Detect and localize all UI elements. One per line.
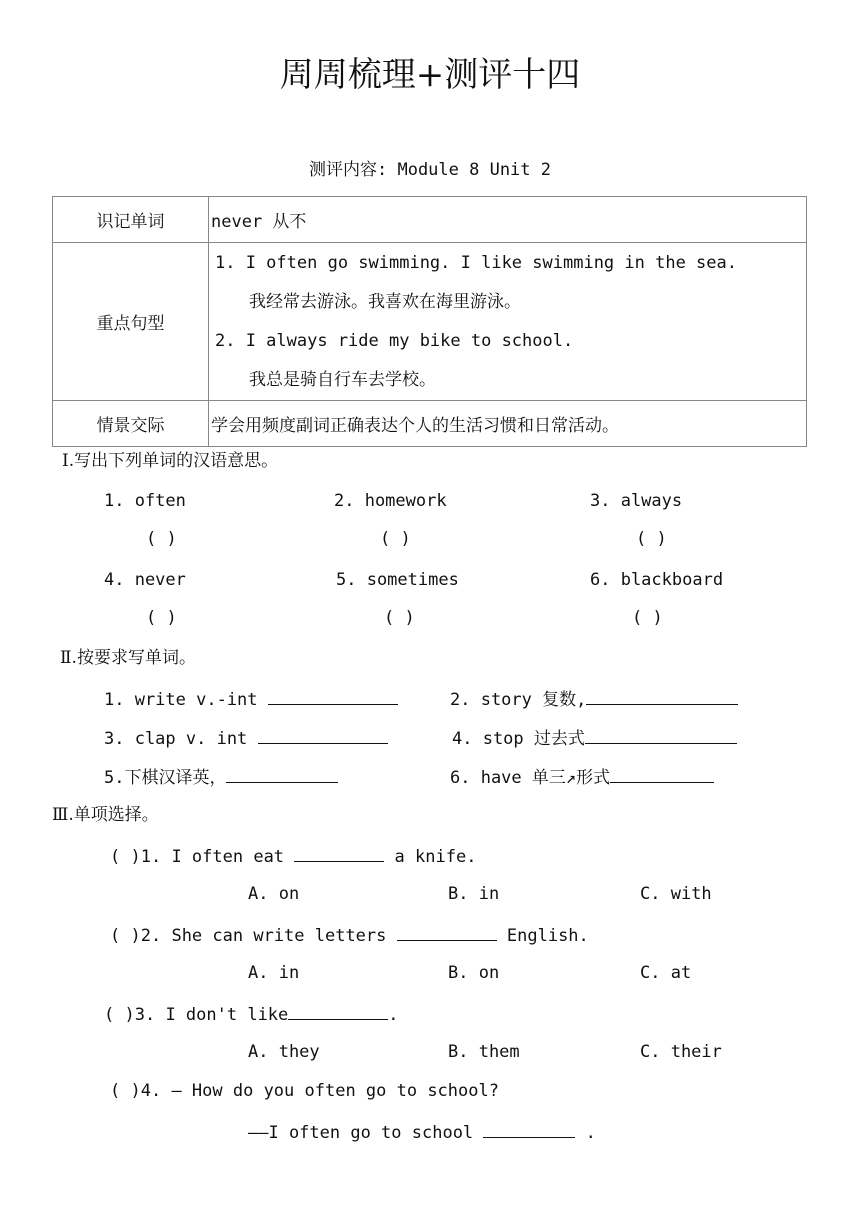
word-prompt: 6. have 单三↗形式	[450, 768, 611, 788]
word-prompt: 4. stop 过去式	[452, 729, 585, 749]
section3-heading: Ⅲ.单项选择。	[52, 805, 159, 825]
option[interactable]: A. on	[248, 884, 300, 904]
question-answer-line	[248, 1123, 596, 1142]
sentence-en: 1. I often go swimming. I like swimming in the sea.	[215, 252, 737, 273]
situation-label: 情景交际	[53, 401, 209, 447]
option[interactable]: A. in	[248, 963, 300, 983]
sentence-en: 2. I always ride my bike to school.	[215, 330, 574, 351]
question-stem: I don't like	[165, 1005, 289, 1025]
section1-heading: Ⅰ.写出下列单词的汉语意思。	[62, 451, 279, 471]
vocab-item: 6. blackboard	[590, 570, 724, 590]
answer-paren[interactable]: ( )	[104, 1005, 135, 1025]
word-item	[452, 729, 737, 748]
option[interactable]: C. their	[640, 1042, 722, 1062]
answer-paren[interactable]: ( )	[146, 608, 177, 628]
answer-paren[interactable]: ( )	[110, 1081, 141, 1101]
question	[110, 847, 476, 866]
sentences-label: 重点句型	[53, 243, 209, 401]
answer-paren[interactable]: ( )	[636, 529, 667, 549]
word-prompt: 3. clap v. int	[104, 729, 248, 749]
question	[110, 1083, 499, 1100]
option[interactable]: B. on	[448, 963, 500, 983]
question	[110, 926, 589, 945]
section2-heading: Ⅱ.按要求写单词。	[60, 648, 196, 668]
word-prompt: 5.下棋汉译英，	[104, 768, 227, 788]
vocab-item: 4. never	[104, 570, 186, 590]
answer-paren[interactable]: ( )	[146, 529, 177, 549]
answer-paren[interactable]: ( )	[380, 529, 411, 549]
answer-blank[interactable]	[268, 690, 398, 705]
page-subtitle: 测评内容: Module 8 Unit 2	[309, 160, 551, 180]
answer-blank[interactable]	[397, 926, 497, 941]
question-stem: .	[388, 1005, 399, 1025]
table-row	[53, 243, 807, 401]
question	[104, 1005, 399, 1024]
option[interactable]: B. in	[448, 884, 500, 904]
question-number: 2.	[140, 926, 162, 946]
answer-blank[interactable]	[226, 768, 338, 783]
option[interactable]: B. them	[448, 1042, 520, 1062]
vocab-item: 5. sometimes	[336, 570, 459, 590]
question-stem: — How do you often go to school?	[171, 1081, 499, 1101]
option[interactable]: A. they	[248, 1042, 320, 1062]
vocab-item: 1. often	[104, 491, 186, 511]
answer-blank[interactable]	[288, 1005, 388, 1020]
question-stem: I often eat	[171, 847, 285, 867]
answer-blank[interactable]	[483, 1123, 575, 1138]
answer-paren[interactable]: ( )	[384, 608, 415, 628]
page-title: 周周梳理+测评十四	[279, 55, 581, 95]
word-item	[104, 690, 398, 709]
word-item	[450, 690, 738, 709]
answer-paren[interactable]: ( )	[632, 608, 663, 628]
table-row	[53, 197, 807, 243]
sentences-cell	[209, 243, 807, 401]
sentence-cn: 我总是骑自行车去学校。	[249, 369, 436, 390]
answer-paren[interactable]: ( )	[110, 847, 141, 867]
question-number: 1.	[140, 847, 162, 867]
question-number: 3.	[134, 1005, 156, 1025]
vocab-value: never 从不	[209, 197, 807, 243]
word-item	[104, 768, 338, 787]
answer-blank[interactable]	[294, 847, 384, 862]
option[interactable]: C. at	[640, 963, 692, 983]
table-row	[53, 401, 807, 447]
summary-table	[52, 196, 807, 447]
answer-blank[interactable]	[586, 690, 738, 705]
vocab-item: 2. homework	[334, 491, 447, 511]
answer-text: ——I often go to school	[248, 1123, 474, 1143]
answer-blank[interactable]	[258, 729, 388, 744]
question-stem: a knife.	[394, 847, 477, 867]
answer-blank[interactable]	[610, 768, 714, 783]
word-prompt: 1. write v.-int	[104, 690, 258, 710]
answer-blank[interactable]	[585, 729, 737, 744]
word-prompt: 2. story 复数,	[450, 690, 587, 710]
option[interactable]: C. with	[640, 884, 712, 904]
word-item	[104, 729, 388, 748]
question-stem: She can write letters	[171, 926, 387, 946]
question-number: 4.	[140, 1081, 162, 1101]
vocab-label: 识记单词	[53, 197, 209, 243]
vocab-item: 3. always	[590, 491, 683, 511]
answer-paren[interactable]: ( )	[110, 926, 141, 946]
word-item	[450, 768, 714, 787]
situation-value: 学会用频度副词正确表达个人的生活习惯和日常活动。	[209, 401, 807, 447]
answer-text: .	[585, 1123, 596, 1143]
question-stem: English.	[506, 926, 589, 946]
sentence-cn: 我经常去游泳。我喜欢在海里游泳。	[249, 291, 521, 312]
